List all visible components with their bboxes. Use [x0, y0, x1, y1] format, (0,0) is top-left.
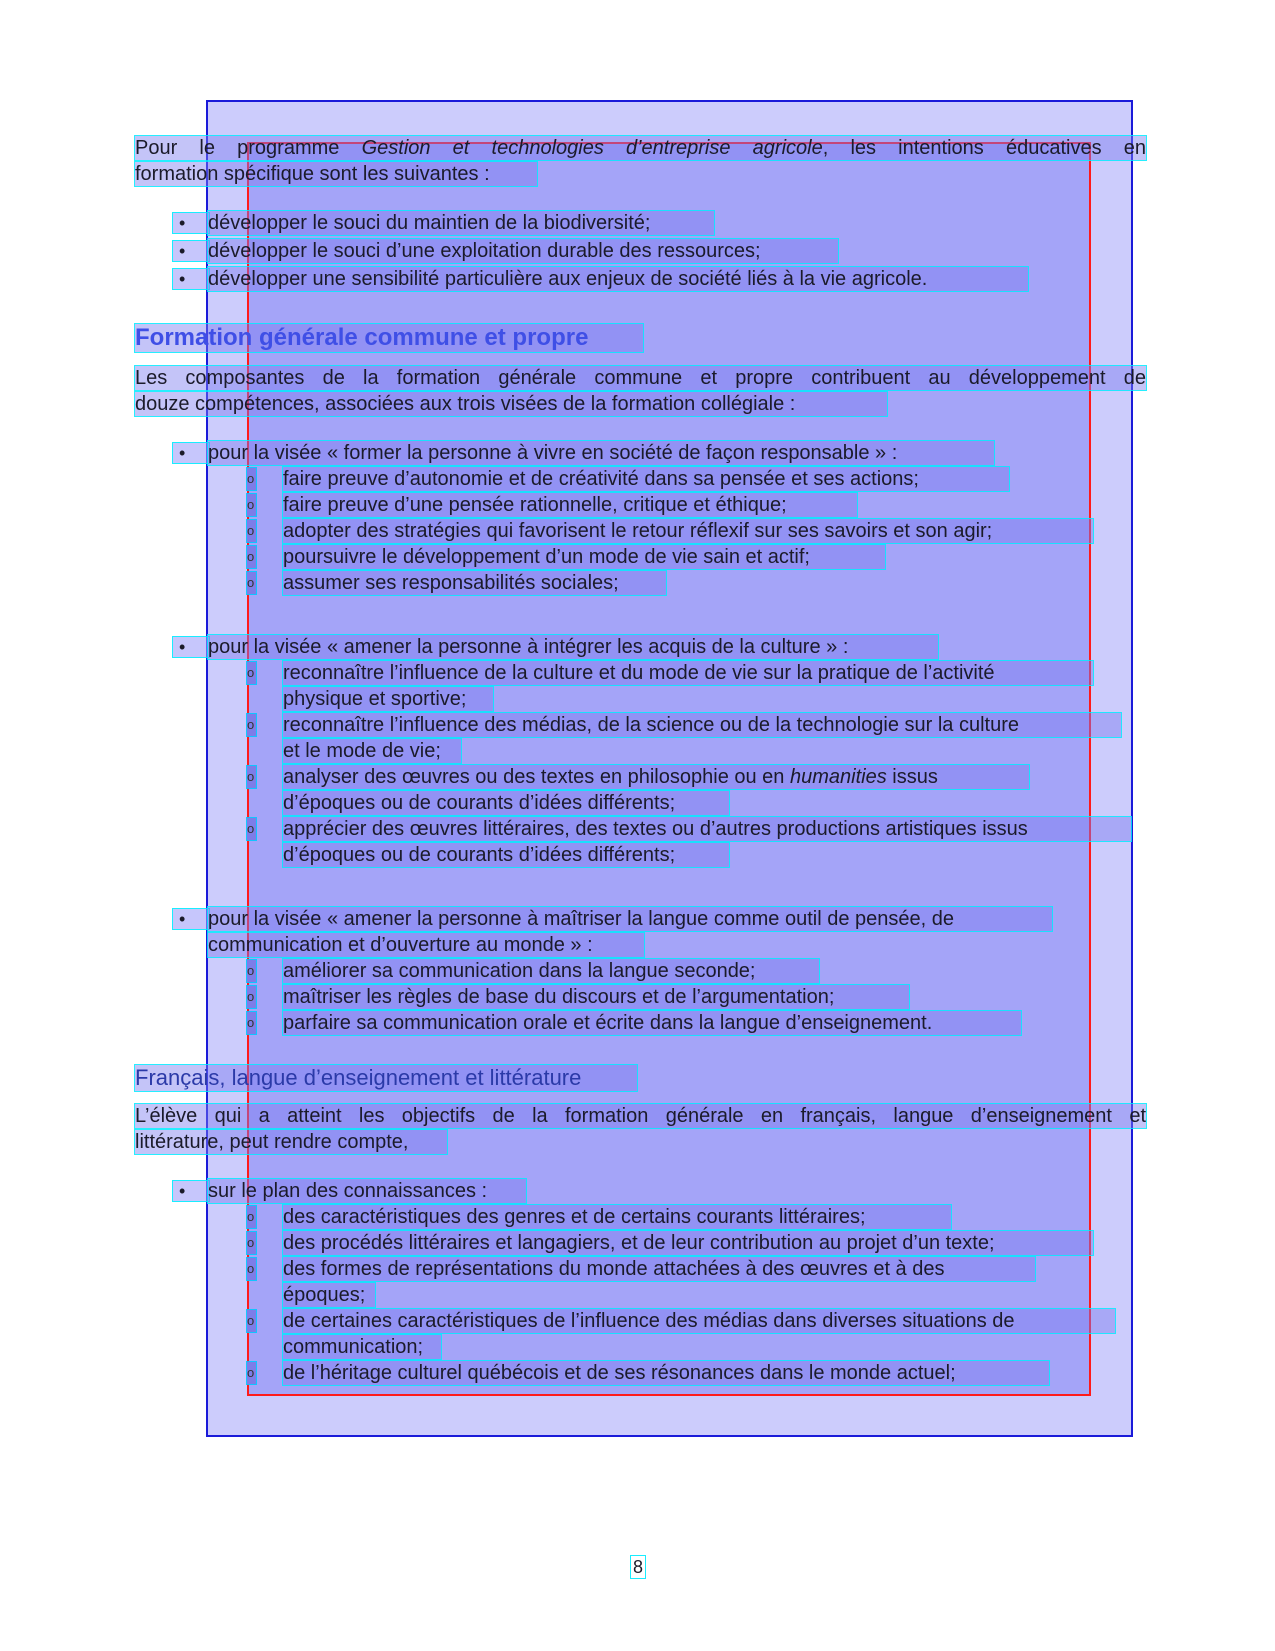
- sub-bullet-marker: o: [247, 818, 256, 840]
- sub-bullet-marker: o: [247, 494, 256, 516]
- sub-bullet-marker: o: [247, 1012, 256, 1034]
- sub-bullet-marker: o: [247, 662, 256, 684]
- bullet-marker: •: [173, 241, 209, 261]
- sub-bullet-marker: o: [247, 766, 256, 788]
- list-item: faire preuve d’autonomie et de créativité dans sa pensée et ses actions;: [283, 467, 1009, 491]
- sub-bullet-marker: o: [247, 986, 256, 1008]
- list-item: reconnaître l’influence de la culture et du mode de vie sur la pratique de l’activité: [283, 661, 1093, 685]
- paragraph-line: littérature, peut rendre compte,: [135, 1130, 447, 1154]
- sub-bullet-marker: o: [247, 1362, 256, 1384]
- plan-label: sur le plan des connaissances :: [208, 1179, 526, 1203]
- list-item: faire preuve d’une pensée rationnelle, critique et éthique;: [283, 493, 857, 517]
- list-item-continuation: communication;: [283, 1335, 441, 1359]
- list-item-continuation: et le mode de vie;: [283, 739, 461, 763]
- list-item-continuation: d’époques ou de courants d’idées différents;: [283, 791, 729, 815]
- sub-bullet-marker: o: [247, 520, 256, 542]
- section-heading: Français, langue d’enseignement et littérature: [135, 1065, 637, 1091]
- list-item: de certaines caractéristiques de l’influence des médias dans diverses situations de: [283, 1309, 1115, 1333]
- sub-bullet-marker: o: [247, 572, 256, 594]
- list-item: analyser des œuvres ou des textes en philosophie ou en humanities issus: [283, 765, 1029, 789]
- paragraph-line: L’élève qui a atteint les objectifs de la formation générale en français, langue d’enseignement et: [135, 1105, 1146, 1127]
- list-item: maîtriser les règles de base du discours et de l’argumentation;: [283, 985, 909, 1009]
- list-item: améliorer sa communication dans la langue seconde;: [283, 959, 819, 983]
- bullet-marker: •: [173, 1181, 209, 1201]
- list-item: développer le souci du maintien de la biodiversité;: [208, 211, 714, 235]
- list-item-continuation: époques;: [283, 1283, 375, 1307]
- list-item: de l’héritage culturel québécois et de ses résonances dans le monde actuel;: [283, 1361, 1049, 1385]
- list-item: développer une sensibilité particulière aux enjeux de société liés à la vie agricole.: [208, 267, 1028, 291]
- list-item: des caractéristiques des genres et de certains courants littéraires;: [283, 1205, 951, 1229]
- visee-label: pour la visée « amener la personne à intégrer les acquis de la culture » :: [208, 635, 938, 659]
- sub-bullet-marker: o: [247, 1232, 256, 1254]
- list-item: développer le souci d’une exploitation durable des ressources;: [208, 239, 838, 263]
- bullet-marker: •: [173, 909, 209, 929]
- list-item-continuation: d’époques ou de courants d’idées différents;: [283, 843, 729, 867]
- visee-label: pour la visée « former la personne à vivre en société de façon responsable » :: [208, 441, 994, 465]
- bullet-marker: •: [173, 637, 209, 657]
- intro-line-2: formation spécifique sont les suivantes :: [135, 162, 537, 186]
- paragraph-line: douze compétences, associées aux trois visées de la formation collégiale :: [135, 392, 887, 416]
- sub-bullet-marker: o: [247, 468, 256, 490]
- list-item: reconnaître l’influence des médias, de la science ou de la technologie sur la culture: [283, 713, 1121, 737]
- sub-bullet-marker: o: [247, 546, 256, 568]
- bullet-marker: •: [173, 213, 209, 233]
- list-item: des formes de représentations du monde attachées à des œuvres et à des: [283, 1257, 1035, 1281]
- list-item-continuation: physique et sportive;: [283, 687, 493, 711]
- section-heading: Formation générale commune et propre: [135, 324, 643, 352]
- bullet-marker: •: [173, 443, 209, 463]
- list-item: adopter des stratégies qui favorisent le retour réflexif sur ses savoirs et son agir;: [283, 519, 1093, 543]
- visee-label-continuation: communication et d’ouverture au monde » :: [208, 933, 644, 957]
- sub-bullet-marker: o: [247, 714, 256, 736]
- list-item: des procédés littéraires et langagiers, et de leur contribution au projet d’un texte;: [283, 1231, 1093, 1255]
- sub-bullet-marker: o: [247, 1310, 256, 1332]
- sub-bullet-marker: o: [247, 1206, 256, 1228]
- paragraph-line: Les composantes de la formation générale commune et propre contribuent au développement de: [135, 367, 1146, 389]
- visee-label: pour la visée « amener la personne à maîtriser la langue comme outil de pensée, de: [208, 907, 1052, 931]
- list-item: parfaire sa communication orale et écrite dans la langue d’enseignement.: [283, 1011, 1021, 1035]
- list-item: poursuivre le développement d’un mode de vie sain et actif;: [283, 545, 885, 569]
- sub-bullet-marker: o: [247, 1258, 256, 1280]
- bullet-marker: •: [173, 269, 209, 289]
- page-number: 8: [632, 1557, 643, 1577]
- list-item: assumer ses responsabilités sociales;: [283, 571, 666, 595]
- sub-bullet-marker: o: [247, 960, 256, 982]
- intro-line-1: Pour le programme Gestion et technologies d’entreprise agricole, les intentions éducatives en: [135, 137, 1146, 159]
- list-item: apprécier des œuvres littéraires, des textes ou d’autres productions artistiques issus: [283, 817, 1131, 841]
